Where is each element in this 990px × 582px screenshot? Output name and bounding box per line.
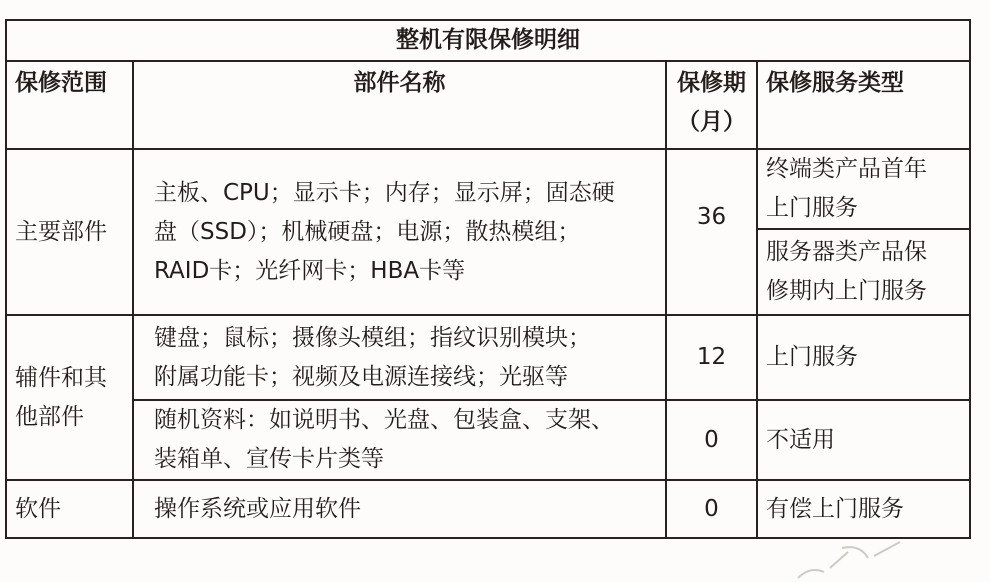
- period-auxiliary-a: 12: [666, 315, 757, 400]
- period-main: 36: [666, 149, 757, 315]
- service-line: 修期内上门服务: [766, 278, 927, 304]
- parts-software: 操作系统或应用软件: [133, 480, 666, 538]
- service-line: 服务器类产品保: [766, 239, 927, 265]
- parts-main-line: RAID卡；光纤网卡；HBA卡等: [154, 257, 466, 284]
- parts-main-line: 主板、CPU；显示卡；内存；显示屏；固态硬: [154, 179, 615, 206]
- warranty-table: [5, 19, 971, 539]
- header-period-line2: （月）: [677, 109, 746, 135]
- header-part-name: 部件名称: [133, 61, 666, 149]
- scope-main: 主要部件: [6, 149, 133, 315]
- table-row: [6, 400, 970, 480]
- table-row: [6, 480, 970, 538]
- scope-software: 软件: [6, 480, 133, 538]
- service-software: 有偿上门服务: [757, 480, 970, 538]
- service-main-terminal: [757, 149, 970, 229]
- parts-line: 随机资料：如说明书、光盘、包装盒、支架、: [154, 407, 614, 433]
- parts-line: 附属功能卡；视频及电源连接线；光驱等: [154, 363, 568, 390]
- header-period: [666, 61, 757, 149]
- period-software: 0: [666, 480, 757, 538]
- service-line: 上门服务: [766, 195, 858, 221]
- table-row: [6, 315, 970, 400]
- parts-auxiliary-b: [133, 400, 666, 480]
- scope-line: 他部件: [15, 403, 84, 430]
- scope-auxiliary: [6, 315, 133, 480]
- parts-line: 装箱单、宣传卡片类等: [154, 446, 384, 472]
- header-scope: 保修范围: [6, 61, 133, 149]
- service-main-server: [757, 229, 970, 315]
- header-period-line1: 保修期: [677, 70, 746, 96]
- parts-auxiliary-a: [133, 315, 666, 400]
- parts-main: [133, 149, 666, 315]
- table-title: 整机有限保修明细: [6, 20, 970, 61]
- service-auxiliary-b: 不适用: [757, 400, 970, 480]
- header-service-type: 保修服务类型: [757, 61, 970, 149]
- scope-line: 辅件和其: [15, 364, 107, 391]
- service-auxiliary-a: 上门服务: [757, 315, 970, 400]
- table-row: [6, 149, 970, 229]
- parts-main-line: 盘（SSD）；机械硬盘；电源；散热模组；: [154, 218, 581, 245]
- parts-line: 键盘；鼠标；摄像头模组；指纹识别模块；: [154, 324, 591, 351]
- watermark-stroke-icon: [790, 538, 910, 582]
- service-line: 终端类产品首年: [766, 156, 927, 182]
- period-auxiliary-b: 0: [666, 400, 757, 480]
